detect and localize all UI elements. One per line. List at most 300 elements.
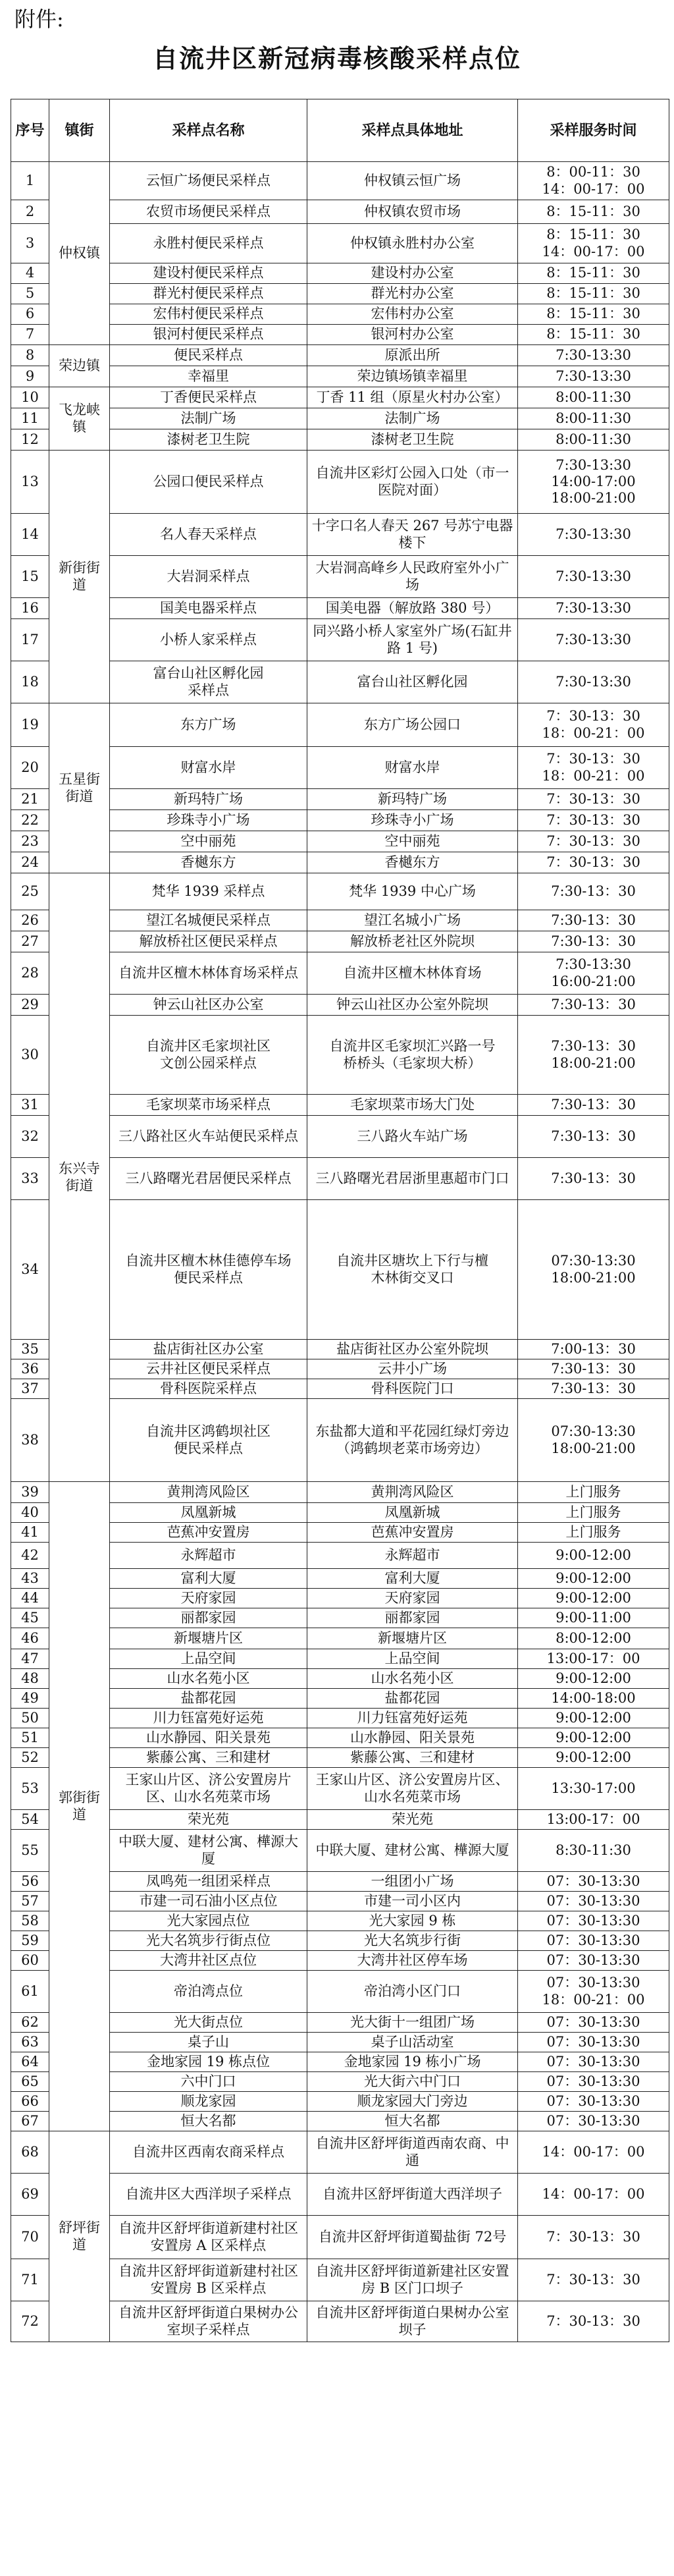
table-row — [11, 1649, 669, 1669]
site-name: 宏伟村便民采样点 — [110, 304, 307, 325]
site-name: 金地家园 19 栋点位 — [110, 2052, 307, 2072]
row-index: 54 — [11, 1810, 49, 1830]
service-time: 8：15-11：30 — [518, 325, 669, 345]
table-row — [11, 1569, 669, 1589]
service-time: 上门服务 — [518, 1503, 669, 1523]
row-index: 23 — [11, 831, 49, 852]
service-time: 07：30-13:30 — [518, 2052, 669, 2072]
site-name: 山水静园、阳关景苑 — [110, 1728, 307, 1748]
site-name: 农贸市场便民采样点 — [110, 200, 307, 224]
site-address: 上品空间 — [307, 1649, 518, 1669]
row-index: 12 — [11, 429, 49, 451]
site-address: 顺龙家园大门旁边 — [307, 2092, 518, 2112]
district-cell: 东兴寺街道 — [49, 873, 110, 1482]
service-time: 8：15-11：30 14：00-17：00 — [518, 224, 669, 263]
row-index: 37 — [11, 1379, 49, 1399]
site-name: 丽都家园 — [110, 1608, 307, 1628]
service-time: 9:00-12:00 — [518, 1728, 669, 1748]
row-index: 20 — [11, 747, 49, 789]
table-row — [11, 1911, 669, 1931]
site-address: 东方广场公园口 — [307, 703, 518, 747]
site-address: 毛家坝菜市场大门处 — [307, 1095, 518, 1116]
service-time: 07：30-13:30 — [518, 2013, 669, 2033]
site-name: 自流井区西南农商采样点 — [110, 2131, 307, 2174]
table-row — [11, 1628, 669, 1649]
service-time: 8：00-11：30 14：00-17：00 — [518, 162, 669, 200]
table-row — [11, 1589, 669, 1608]
site-address: 永辉超市 — [307, 1543, 518, 1569]
service-time: 7:30-13:30 — [518, 661, 669, 703]
row-index: 21 — [11, 789, 49, 810]
row-index: 43 — [11, 1569, 49, 1589]
service-time: 8:00-11:30 — [518, 408, 669, 429]
table-row — [11, 1200, 669, 1340]
row-index: 3 — [11, 224, 49, 263]
table-row — [11, 263, 669, 284]
site-address: 群光村办公室 — [307, 284, 518, 304]
site-name: 恒大名都 — [110, 2112, 307, 2131]
service-time: 07：30-13:30 — [518, 1911, 669, 1931]
service-time: 7:30-13：30 — [518, 995, 669, 1016]
service-time: 7:30-13:30 — [518, 598, 669, 619]
site-name: 永辉超市 — [110, 1543, 307, 1569]
service-time: 8：15-11：30 — [518, 284, 669, 304]
table-row — [11, 1669, 669, 1689]
row-index: 51 — [11, 1728, 49, 1748]
service-time: 07：30-13:30 — [518, 2072, 669, 2092]
site-address: 自流井区毛家坝汇兴路一号 桥桥头（毛家坝大桥） — [307, 1016, 518, 1095]
service-time: 07：30-13:30 — [518, 2033, 669, 2052]
row-index: 56 — [11, 1872, 49, 1892]
service-time: 9:00-12:00 — [518, 1589, 669, 1608]
row-index: 29 — [11, 995, 49, 1016]
site-address: 川力钰富苑好运苑 — [307, 1709, 518, 1728]
service-time: 07：30-13:30 — [518, 1951, 669, 1971]
service-time: 14:00-18:00 — [518, 1689, 669, 1709]
site-name: 空中丽苑 — [110, 831, 307, 852]
table-row — [11, 831, 669, 852]
site-address: 荣光苑 — [307, 1810, 518, 1830]
district-cell: 仲权镇 — [49, 162, 110, 345]
row-index: 31 — [11, 1095, 49, 1116]
table-row — [11, 789, 669, 810]
row-index: 57 — [11, 1892, 49, 1911]
row-index: 2 — [11, 200, 49, 224]
site-address: 盐店街社区办公室外院坝 — [307, 1340, 518, 1359]
district-cell: 郭街街道 — [49, 1482, 110, 2131]
row-index: 19 — [11, 703, 49, 747]
row-index: 69 — [11, 2174, 49, 2216]
table-row — [11, 1399, 669, 1482]
site-name: 山水名苑小区 — [110, 1669, 307, 1689]
service-time: 9:00-12:00 — [518, 1709, 669, 1728]
table-row — [11, 2301, 669, 2342]
row-index: 61 — [11, 1971, 49, 2013]
site-address: 自流井区塘坎上下行与檀 木林街交叉口 — [307, 1200, 518, 1340]
header-address: 采样点具体地址 — [307, 99, 518, 162]
row-index: 10 — [11, 387, 49, 408]
row-index: 8 — [11, 345, 49, 366]
table-row — [11, 1748, 669, 1768]
site-name: 自流井区大西洋坝子采样点 — [110, 2174, 307, 2216]
site-address: 原派出所 — [307, 345, 518, 366]
row-index: 52 — [11, 1748, 49, 1768]
table-row — [11, 1872, 669, 1892]
table-row — [11, 1931, 669, 1951]
site-name: 芭蕉冲安置房 — [110, 1523, 307, 1543]
table-row — [11, 408, 669, 429]
row-index: 59 — [11, 1931, 49, 1951]
site-address: 王家山片区、济公安置房片区、山水名苑菜市场 — [307, 1768, 518, 1810]
site-address: 光大街六中门口 — [307, 2072, 518, 2092]
table-row — [11, 1158, 669, 1200]
table-row — [11, 2072, 669, 2092]
row-index: 45 — [11, 1608, 49, 1628]
site-address: 市建一司小区内 — [307, 1892, 518, 1911]
service-time: 8:00-11:30 — [518, 429, 669, 451]
site-address: 帝泊湾小区门口 — [307, 1971, 518, 2013]
site-address: 空中丽苑 — [307, 831, 518, 852]
site-name: 毛家坝菜市场采样点 — [110, 1095, 307, 1116]
table-row — [11, 2052, 669, 2072]
table-header-row — [11, 99, 669, 162]
service-time: 7：30-13：30 — [518, 2216, 669, 2259]
table-row — [11, 1951, 669, 1971]
row-index: 32 — [11, 1116, 49, 1158]
site-name: 富台山社区孵化园 采样点 — [110, 661, 307, 703]
site-name: 新堰塘片区 — [110, 1628, 307, 1649]
row-index: 7 — [11, 325, 49, 345]
table-row — [11, 162, 669, 200]
site-name: 骨科医院采样点 — [110, 1379, 307, 1399]
row-index: 46 — [11, 1628, 49, 1649]
table-row — [11, 387, 669, 408]
row-index: 13 — [11, 451, 49, 514]
site-address: 山水名苑小区 — [307, 1669, 518, 1689]
site-address: 银河村办公室 — [307, 325, 518, 345]
row-index: 24 — [11, 852, 49, 873]
site-address: 十字口名人春天 267 号苏宁电器楼下 — [307, 514, 518, 556]
site-address: 财富水岸 — [307, 747, 518, 789]
district-cell: 荣边镇 — [49, 345, 110, 387]
table-row — [11, 2174, 669, 2216]
site-name: 自流井区鸿鹤坝社区 便民采样点 — [110, 1399, 307, 1482]
district-cell: 五星街街道 — [49, 703, 110, 873]
service-time: 7:30-13:30 — [518, 514, 669, 556]
site-name: 光大名筑步行街点位 — [110, 1931, 307, 1951]
service-time: 7:30-13：30 — [518, 931, 669, 952]
site-address: 梵华 1939 中心广场 — [307, 873, 518, 910]
site-address: 东盐都大道和平花园红绿灯旁边（鸿鹤坝老菜市场旁边） — [307, 1399, 518, 1482]
table-row — [11, 995, 669, 1016]
table-row — [11, 2216, 669, 2259]
table-row — [11, 304, 669, 325]
table-row — [11, 873, 669, 910]
table-row — [11, 952, 669, 995]
row-index: 48 — [11, 1669, 49, 1689]
site-name: 漆树老卫生院 — [110, 429, 307, 451]
service-time: 07:30-13:30 18:00-21:00 — [518, 1200, 669, 1340]
site-name: 财富水岸 — [110, 747, 307, 789]
table-row — [11, 852, 669, 873]
row-index: 70 — [11, 2216, 49, 2259]
site-name: 自流井区檀木林佳德停车场 便民采样点 — [110, 1200, 307, 1340]
site-name: 香樾东方 — [110, 852, 307, 873]
service-time: 7:30-13：30 — [518, 1095, 669, 1116]
table-row — [11, 1810, 669, 1830]
table-row — [11, 2092, 669, 2112]
site-name: 盐都花园 — [110, 1689, 307, 1709]
district-cell: 新街街道 — [49, 451, 110, 703]
service-time: 7:30-13：30 — [518, 1158, 669, 1200]
site-address: 光大家园 9 栋 — [307, 1911, 518, 1931]
service-time: 13:30-17:00 — [518, 1768, 669, 1810]
site-address: 建设村办公室 — [307, 263, 518, 284]
header-site-name: 采样点名称 — [110, 99, 307, 162]
site-name: 望江名城便民采样点 — [110, 910, 307, 931]
site-name: 小桥人家采样点 — [110, 619, 307, 661]
table-row — [11, 810, 669, 831]
row-index: 44 — [11, 1589, 49, 1608]
table-row — [11, 1340, 669, 1359]
service-time: 7：30-13：30 — [518, 831, 669, 852]
table-row — [11, 514, 669, 556]
service-time: 9:00-12:00 — [518, 1543, 669, 1569]
service-time: 7:30-13：30 18:00-21:00 — [518, 1016, 669, 1095]
site-name: 紫藤公寓、三和建材 — [110, 1748, 307, 1768]
site-name: 天府家园 — [110, 1589, 307, 1608]
site-address: 自流井区舒坪街道西南农商、中通 — [307, 2131, 518, 2174]
table-row — [11, 619, 669, 661]
row-index: 47 — [11, 1649, 49, 1669]
table-row — [11, 1830, 669, 1872]
table-row — [11, 1728, 669, 1748]
site-address: 骨科医院门口 — [307, 1379, 518, 1399]
site-name: 新玛特广场 — [110, 789, 307, 810]
site-address: 云井小广场 — [307, 1359, 518, 1379]
row-index: 39 — [11, 1482, 49, 1503]
site-name: 帝泊湾点位 — [110, 1971, 307, 2013]
site-address: 仲权镇农贸市场 — [307, 200, 518, 224]
row-index: 34 — [11, 1200, 49, 1340]
site-name: 丁香便民采样点 — [110, 387, 307, 408]
row-index: 14 — [11, 514, 49, 556]
service-time: 14：00-17：00 — [518, 2174, 669, 2216]
site-name: 三八路社区火车站便民采样点 — [110, 1116, 307, 1158]
table-row — [11, 1523, 669, 1543]
row-index: 25 — [11, 873, 49, 910]
table-row — [11, 661, 669, 703]
service-time: 8：15-11：30 — [518, 200, 669, 224]
row-index: 35 — [11, 1340, 49, 1359]
site-name: 三八路曙光君居便民采样点 — [110, 1158, 307, 1200]
service-time: 7:30-13：30 — [518, 910, 669, 931]
row-index: 60 — [11, 1951, 49, 1971]
row-index: 17 — [11, 619, 49, 661]
table-row — [11, 1095, 669, 1116]
service-time: 上门服务 — [518, 1523, 669, 1543]
row-index: 53 — [11, 1768, 49, 1810]
service-time: 07：30-13:30 — [518, 1931, 669, 1951]
site-address: 紫藤公寓、三和建材 — [307, 1748, 518, 1768]
site-address: 富利大厦 — [307, 1569, 518, 1589]
site-name: 富利大厦 — [110, 1569, 307, 1589]
service-time: 13:00-17：00 — [518, 1810, 669, 1830]
table-row — [11, 224, 669, 263]
site-name: 自流井区舒坪街道新建村社区安置房 A 区采样点 — [110, 2216, 307, 2259]
service-time: 7:30-13：30 — [518, 1116, 669, 1158]
site-name: 大岩洞采样点 — [110, 556, 307, 598]
row-index: 62 — [11, 2013, 49, 2033]
site-name: 黄荆湾风险区 — [110, 1482, 307, 1503]
service-time: 8:30-11:30 — [518, 1830, 669, 1872]
site-address: 新堰塘片区 — [307, 1628, 518, 1649]
row-index: 55 — [11, 1830, 49, 1872]
service-time: 07：30-13:30 18：00-21：00 — [518, 1971, 669, 2013]
site-name: 钟云山社区办公室 — [110, 995, 307, 1016]
table-row — [11, 429, 669, 451]
site-address: 三八路曙光君居浙里惠超市门口 — [307, 1158, 518, 1200]
service-time: 7：30-13：30 — [518, 2259, 669, 2301]
site-name: 永胜村便民采样点 — [110, 224, 307, 263]
row-index: 22 — [11, 810, 49, 831]
service-time: 7:00-13：30 — [518, 1340, 669, 1359]
service-time: 07：30-13:30 — [518, 1872, 669, 1892]
site-name: 光大街点位 — [110, 2013, 307, 2033]
table-row — [11, 598, 669, 619]
row-index: 33 — [11, 1158, 49, 1200]
service-time: 7:30-13:30 — [518, 619, 669, 661]
district-cell: 舒坪街道 — [49, 2131, 110, 2342]
service-time: 7:30-13：30 — [518, 1359, 669, 1379]
table-row — [11, 931, 669, 952]
service-time: 07：30-13:30 — [518, 2092, 669, 2112]
site-address: 盐都花园 — [307, 1689, 518, 1709]
site-address: 黄荆湾风险区 — [307, 1482, 518, 1503]
row-index: 42 — [11, 1543, 49, 1569]
site-address: 大湾井社区停车场 — [307, 1951, 518, 1971]
table-row — [11, 910, 669, 931]
site-address: 光大名筑步行街 — [307, 1931, 518, 1951]
row-index: 65 — [11, 2072, 49, 2092]
table-row — [11, 451, 669, 514]
site-name: 桌子山 — [110, 2033, 307, 2052]
header-service-time: 采样服务时间 — [518, 99, 669, 162]
row-index: 72 — [11, 2301, 49, 2342]
table-row — [11, 1971, 669, 2013]
row-index: 41 — [11, 1523, 49, 1543]
site-address: 金地家园 19 栋小广场 — [307, 2052, 518, 2072]
site-address: 法制广场 — [307, 408, 518, 429]
row-index: 36 — [11, 1359, 49, 1379]
annex-label: 附件: — [14, 7, 64, 32]
site-name: 王家山片区、济公安置房片区、山水名苑菜市场 — [110, 1768, 307, 1810]
site-address: 仲权镇永胜村办公室 — [307, 224, 518, 263]
site-name: 群光村便民采样点 — [110, 284, 307, 304]
row-index: 50 — [11, 1709, 49, 1728]
row-index: 68 — [11, 2131, 49, 2174]
site-address: 漆树老卫生院 — [307, 429, 518, 451]
site-address: 丁香 11 组（原星火村办公室） — [307, 387, 518, 408]
service-time: 07：30-13:30 — [518, 1892, 669, 1911]
row-index: 27 — [11, 931, 49, 952]
row-index: 16 — [11, 598, 49, 619]
header-index: 序号 — [11, 99, 49, 162]
page-title: 自流井区新冠病毒核酸采样点位 — [152, 43, 521, 73]
site-name: 公园口便民采样点 — [110, 451, 307, 514]
site-address: 天府家园 — [307, 1589, 518, 1608]
service-time: 7:30-13:30 — [518, 366, 669, 387]
row-index: 15 — [11, 556, 49, 598]
service-time: 9:00-12:00 — [518, 1569, 669, 1589]
site-name: 国美电器采样点 — [110, 598, 307, 619]
service-time: 7:30-13:30 — [518, 556, 669, 598]
service-time: 07：30-13:30 — [518, 2112, 669, 2131]
site-address: 自流井区彩灯公园入口处（市一医院对面） — [307, 451, 518, 514]
site-name: 珍珠寺小广场 — [110, 810, 307, 831]
service-time: 14：00-17：00 — [518, 2131, 669, 2174]
service-time: 7:30-13：30 — [518, 873, 669, 910]
service-time: 9:00-12:00 — [518, 1748, 669, 1768]
header-district: 镇街 — [49, 99, 110, 162]
service-time: 上门服务 — [518, 1482, 669, 1503]
row-index: 26 — [11, 910, 49, 931]
site-address: 自流井区檀木林体育场 — [307, 952, 518, 995]
row-index: 38 — [11, 1399, 49, 1482]
service-time: 07:30-13:30 18:00-21:00 — [518, 1399, 669, 1482]
table-body — [11, 162, 669, 2342]
site-name: 名人春天采样点 — [110, 514, 307, 556]
site-address: 桌子山活动室 — [307, 2033, 518, 2052]
table-row — [11, 1689, 669, 1709]
site-name: 川力钰富苑好运苑 — [110, 1709, 307, 1728]
site-name: 市建一司石油小区点位 — [110, 1892, 307, 1911]
site-address: 钟云山社区办公室外院坝 — [307, 995, 518, 1016]
table-row — [11, 1768, 669, 1810]
row-index: 58 — [11, 1911, 49, 1931]
service-time: 8:00-11:30 — [518, 387, 669, 408]
site-address: 凤凰新城 — [307, 1503, 518, 1523]
site-name: 上品空间 — [110, 1649, 307, 1669]
site-address: 山水静园、阳关景苑 — [307, 1728, 518, 1748]
site-name: 凤凰新城 — [110, 1503, 307, 1523]
table-row — [11, 325, 669, 345]
site-name: 中联大厦、建材公寓、樺源大厦 — [110, 1830, 307, 1872]
site-name: 六中门口 — [110, 2072, 307, 2092]
site-address: 一组团小广场 — [307, 1872, 518, 1892]
table-row — [11, 1359, 669, 1379]
service-time: 8：15-11：30 — [518, 263, 669, 284]
row-index: 66 — [11, 2092, 49, 2112]
table-row — [11, 1543, 669, 1569]
row-index: 40 — [11, 1503, 49, 1523]
site-address: 恒大名都 — [307, 2112, 518, 2131]
row-index: 49 — [11, 1689, 49, 1709]
site-address: 新玛特广场 — [307, 789, 518, 810]
service-time: 9:00-12:00 — [518, 1669, 669, 1689]
site-address: 光大街十一组团广场 — [307, 2013, 518, 2033]
table-row — [11, 1892, 669, 1911]
table-row — [11, 703, 669, 747]
table-row — [11, 747, 669, 789]
service-time: 8:00-12:00 — [518, 1628, 669, 1649]
service-time: 7：30-13：30 — [518, 2301, 669, 2342]
service-time: 7：30-13：30 — [518, 789, 669, 810]
site-address: 自流井区舒坪街道蜀盐街 72号 — [307, 2216, 518, 2259]
site-name: 自流井区檀木林体育场采样点 — [110, 952, 307, 995]
service-time: 7：30-13：30 18：00-21：00 — [518, 703, 669, 747]
site-address: 丽都家园 — [307, 1608, 518, 1628]
